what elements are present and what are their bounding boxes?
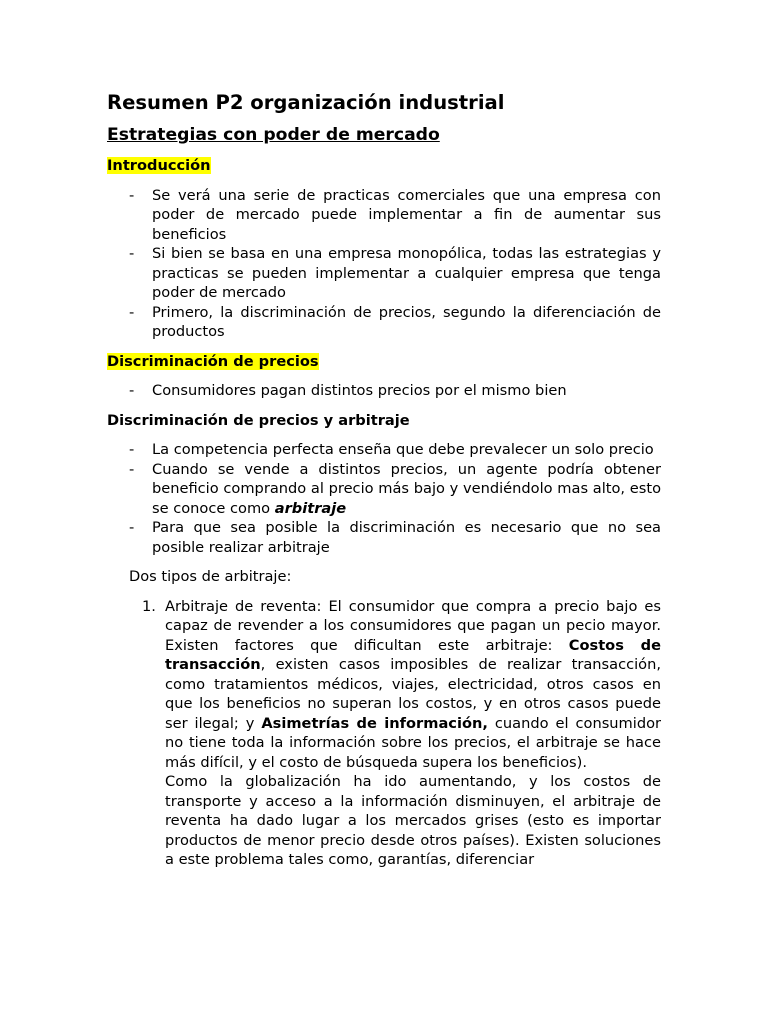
dash-marker: - <box>129 460 135 478</box>
list-item-text: La competencia perfecta enseña que debe prevalecer un solo precio <box>152 441 654 458</box>
numbered-list-item <box>107 597 661 870</box>
list-item-text: Si bien se basa en una empresa monopólica, todas las estrategias y practicas se pueden implementar a cualquier empresa que tenga poder de mercado <box>152 245 661 301</box>
dash-marker: - <box>129 441 135 458</box>
list-item-text: Se verá una serie de practicas comerciales que una empresa con poder de mercado puede implementar a fin de aumentar sus beneficios <box>152 186 661 243</box>
text-run: Arbitraje de reventa: El consumidor que compra a precio bajo es capaz de revender a los consumidores que pagan un pecio mayor. Existen factores que dificultan este arbitraje: <box>165 597 661 654</box>
list-item-text: Primero, la discriminación de precios, segundo la diferenciación de productos <box>152 303 661 340</box>
number-marker: 1. <box>142 597 156 615</box>
list-item <box>107 381 661 401</box>
bold-term: Costos de transacción <box>165 636 661 673</box>
dash-marker: - <box>129 519 135 536</box>
text-run: cuando el consumidor no tiene toda la información sobre los precios, el arbitraje se hace más difícil, y el costo de búsqueda supera los beneficios). <box>165 714 662 771</box>
list-item <box>107 518 661 557</box>
discrim-list <box>107 381 661 401</box>
dash-marker: - <box>129 245 135 262</box>
highlighted-heading-text: Introducción <box>107 157 211 174</box>
section-heading-introduccion <box>107 156 661 176</box>
document-subtitle: Estrategias con poder de mercado <box>107 125 440 145</box>
list-item-text: Consumidores pagan distintos precios por el mismo bien <box>152 382 567 399</box>
dash-marker: - <box>129 382 135 399</box>
arbitraje-list <box>107 440 661 557</box>
document-title: Resumen P2 organización industrial <box>107 91 505 114</box>
text-run: , existen casos imposibles de realizar transacción, como tratamientos médicos, viajes, electricidad, otros casos en que los beneficios no superan los costos, y en otros casos puede ser ilegal; y <box>165 656 661 732</box>
list-item <box>107 303 661 342</box>
list-item <box>107 244 661 303</box>
tipos-intro: Dos tipos de arbitraje: <box>129 568 292 585</box>
paragraph-reventa <box>165 597 661 773</box>
paragraph-globalizacion: Como la globalización ha ido aumentando, y los costos de transporte y acceso a la información disminuyen, el arbitraje de reventa ha dado lugar a los mercados grises (esto es importar productos de menor precio desde otros países). Existen soluciones a este problema tales como, garantías, diferenciar <box>165 773 661 868</box>
emphasis-term: arbitraje <box>274 499 347 517</box>
list-item <box>107 186 661 245</box>
dash-marker: - <box>129 186 135 204</box>
document-content <box>107 90 661 870</box>
section-heading-discriminacion <box>107 352 661 372</box>
dash-marker: - <box>129 303 135 321</box>
list-item-text: Cuando se vende a distintos precios, un agente podría obtener beneficio comprando al precio más bajo y vendiéndolo mas alto, esto se conoce como <box>152 460 661 517</box>
numbered-list <box>107 597 661 870</box>
list-item <box>107 460 661 519</box>
highlighted-heading-text: Discriminación de precios <box>107 352 319 370</box>
list-item <box>107 440 661 460</box>
section-heading-arbitraje: Discriminación de precios y arbitraje <box>107 411 410 429</box>
list-item-text: Para que sea posible la discriminación es necesario que no sea posible realizar arbitraje <box>152 519 661 556</box>
intro-list <box>107 186 661 342</box>
bold-term: Asimetrías de información, <box>261 714 488 732</box>
